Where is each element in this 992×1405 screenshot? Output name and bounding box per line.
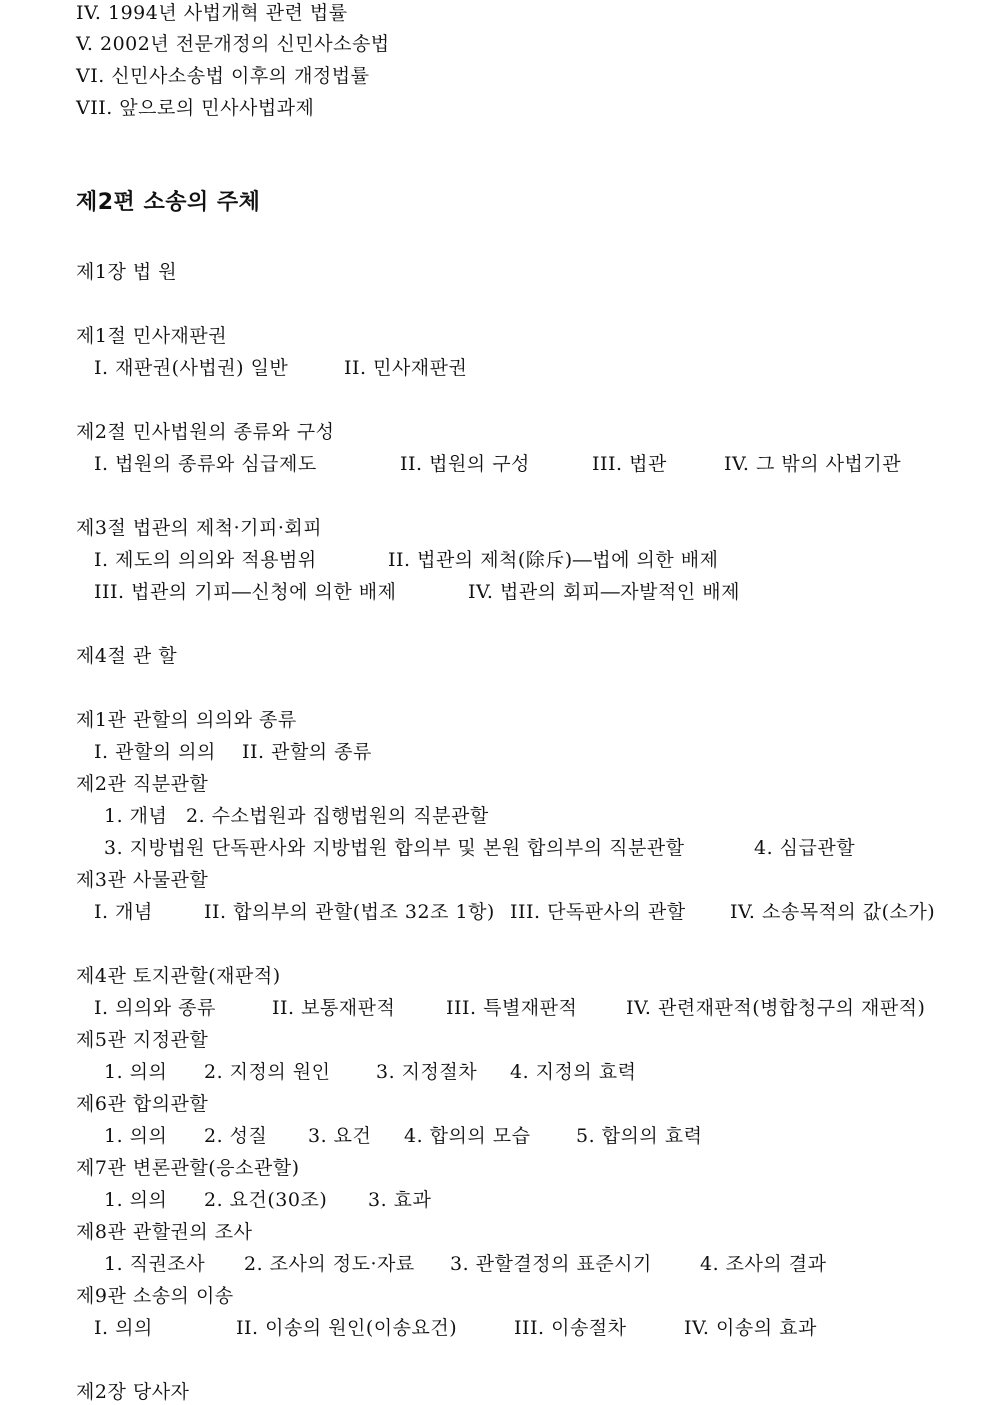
toc-item: II. 이송의 원인(이송요건) <box>236 1317 458 1339</box>
toc-item: 4. 지정의 효력 <box>510 1061 637 1083</box>
toc-item: 4. 심급관할 <box>754 837 856 859</box>
subsection-title: 제8관 관할권의 조사 <box>76 1221 253 1243</box>
subsection-items <box>104 1187 974 1213</box>
toc-item: 5. 합의의 효력 <box>576 1125 703 1147</box>
toc-item: V. 2002년 전문개정의 신민사소송법 <box>76 33 390 55</box>
toc-item: IV. 이송의 효과 <box>684 1317 817 1339</box>
toc-item: IV. 관련재판적(병합청구의 재판적) <box>626 997 926 1019</box>
toc-item: I. 법원의 종류와 심급제도 <box>94 453 317 475</box>
toc-item: I. 제도의 의의와 적용범위 <box>94 549 317 571</box>
toc-item: 1. 의의 <box>104 1125 168 1147</box>
subsection-title: 제5관 지정관할 <box>76 1029 209 1051</box>
subsection-title: 제7관 변론관할(응소관할) <box>76 1157 300 1179</box>
subsection-items <box>104 835 974 861</box>
toc-item: 4. 합의의 모습 <box>404 1125 531 1147</box>
toc-item: 2. 요건(30조) <box>204 1189 328 1211</box>
toc-item: 2. 지정의 원인 <box>204 1061 331 1083</box>
toc-item: 4. 조사의 결과 <box>700 1253 827 1275</box>
subsection-items <box>94 995 974 1021</box>
toc-item: 1. 의의 <box>104 1189 168 1211</box>
toc-item: III. 이송절차 <box>514 1317 627 1339</box>
section-title: 제4절 관 할 <box>76 645 178 667</box>
toc-item: 3. 지방법원 단독판사와 지방법원 합의부 및 본원 합의부의 직분관할 <box>104 837 685 859</box>
subsection-items <box>94 739 974 765</box>
toc-item: I. 관할의 의의 <box>94 741 216 763</box>
chapter-title: 제2장 당사자 <box>76 1381 190 1403</box>
subsection-title: 제9관 소송의 이송 <box>76 1285 234 1307</box>
toc-item: IV. 법관의 회피―자발적인 배제 <box>468 581 740 603</box>
toc-item: VI. 신민사소송법 이후의 개정법률 <box>76 65 370 87</box>
section-items <box>94 451 974 477</box>
toc-item: 2. 수소법원과 집행법원의 직분관할 <box>186 805 489 827</box>
toc-item: II. 민사재판권 <box>344 357 468 379</box>
toc-item: I. 의의와 종류 <box>94 997 216 1019</box>
toc-item: II. 보통재판적 <box>272 997 396 1019</box>
toc-item: 3. 관할결정의 표준시기 <box>450 1253 652 1275</box>
toc-item: 3. 지정절차 <box>376 1061 478 1083</box>
toc-item: 3. 요건 <box>308 1125 372 1147</box>
toc-item: II. 법관의 제척(除斥)―법에 의한 배제 <box>388 549 719 571</box>
toc-item: 1. 개념 <box>104 805 168 827</box>
subsection-title: 제6관 합의관할 <box>76 1093 209 1115</box>
subsection-items <box>104 1059 974 1085</box>
subsection-items <box>94 899 974 925</box>
toc-item: II. 관할의 종류 <box>242 741 372 763</box>
part-title: 제2편 소송의 주체 <box>76 190 261 215</box>
toc-item: II. 법원의 구성 <box>400 453 530 475</box>
toc-item: I. 의의 <box>94 1317 153 1339</box>
toc-item: 1. 직권조사 <box>104 1253 206 1275</box>
toc-item: 2. 성질 <box>204 1125 268 1147</box>
toc-item: IV. 그 밖의 사법기관 <box>724 453 902 475</box>
section-items <box>94 547 974 573</box>
toc-item: I. 재판권(사법권) 일반 <box>94 357 289 379</box>
toc-item: III. 단독판사의 관할 <box>510 901 686 923</box>
toc-item: 3. 효과 <box>368 1189 432 1211</box>
subsection-items <box>94 1315 974 1341</box>
toc-item: IV. 1994년 사법개혁 관련 법률 <box>76 2 348 24</box>
subsection-items <box>104 803 974 829</box>
section-title: 제2절 민사법원의 종류와 구성 <box>76 421 335 443</box>
toc-item: III. 법관의 기피―신청에 의한 배제 <box>94 581 397 603</box>
toc-item: III. 법관 <box>592 453 667 475</box>
section-title: 제1절 민사재판권 <box>76 325 228 347</box>
section-items <box>94 579 974 605</box>
toc-item: 1. 의의 <box>104 1061 168 1083</box>
subsection-items <box>104 1123 974 1149</box>
section-title: 제3절 법관의 제척·기피·회피 <box>76 517 323 539</box>
toc-item: II. 합의부의 관할(법조 32조 1항) <box>204 901 495 923</box>
chapter-title: 제1장 법 원 <box>76 261 178 283</box>
subsection-items <box>104 1251 974 1277</box>
toc-item: VII. 앞으로의 민사사법과제 <box>76 97 315 119</box>
subsection-title: 제1관 관할의 의의와 종류 <box>76 709 297 731</box>
toc-item: 2. 조사의 정도·자료 <box>244 1253 415 1275</box>
toc-item: IV. 소송목적의 값(소가) <box>730 901 936 923</box>
subsection-title: 제4관 토지관할(재판적) <box>76 965 281 987</box>
section-items <box>94 355 974 381</box>
toc-item: I. 개념 <box>94 901 153 923</box>
subsection-title: 제2관 직분관할 <box>76 773 209 795</box>
toc-item: III. 특별재판적 <box>446 997 578 1019</box>
subsection-title: 제3관 사물관할 <box>76 869 209 891</box>
